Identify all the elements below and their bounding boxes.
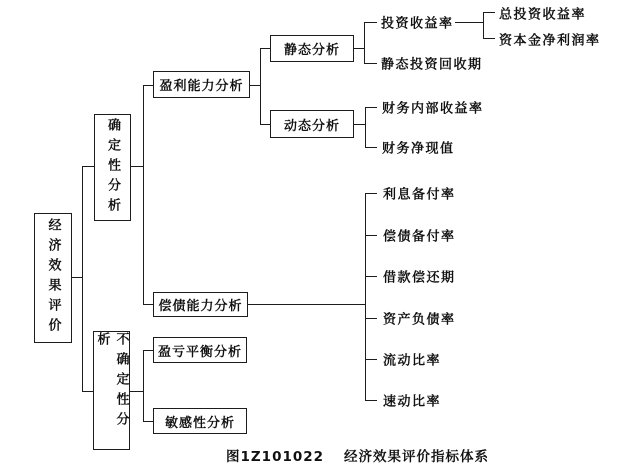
connector-certainty-out: [131, 166, 143, 167]
node-breakeven-analysis: 盈亏平衡分析: [153, 337, 247, 363]
connector-solvency-out: [248, 304, 365, 305]
leaf-financial-npv: 财务净现值: [382, 141, 455, 157]
connector-interest-tick: [365, 193, 377, 194]
connector-quick-ratio-tick: [365, 400, 377, 401]
node-certainty-analysis: 确定性分析: [94, 114, 131, 221]
connector-breakeven-in: [143, 350, 153, 351]
connector-certainty-bracket: [143, 85, 144, 305]
connector-dynamic-in: [260, 124, 270, 125]
node-economic-evaluation: 经济效果评价: [34, 213, 72, 343]
connector-solvency-bracket: [365, 193, 366, 401]
leaf-asset-liability-ratio: 资产负债率: [383, 312, 456, 328]
connector-total-roi-tick: [483, 12, 495, 13]
connector-sensitivity-in: [143, 421, 153, 422]
connector-dynamic-out: [354, 124, 365, 125]
leaf-loan-repayment-period: 借款偿还期: [383, 270, 456, 286]
connector-certainty-in: [82, 166, 95, 167]
leaf-debt-service-coverage-ratio: 偿债备付率: [383, 229, 456, 245]
leaf-total-investment-return-rate: 总投资收益率: [499, 7, 587, 23]
connector-uncertainty-in: [82, 391, 94, 392]
connector-current-ratio-tick: [365, 359, 377, 360]
connector-static-in: [260, 48, 270, 49]
connector-asset-liability-tick: [365, 318, 377, 319]
leaf-interest-coverage-ratio: 利息备付率: [383, 187, 456, 203]
connector-static-bracket: [364, 22, 365, 64]
node-uncertainty-analysis: 不确定性分析: [93, 331, 130, 450]
connector-roi-bracket: [483, 12, 484, 39]
leaf-current-ratio: 流动比率: [383, 353, 442, 369]
leaf-financial-irr: 财务内部收益率: [382, 101, 484, 117]
leaf-capital-net-profit-rate: 资本金净利润率: [499, 33, 601, 49]
connector-capital-profit-tick: [483, 38, 495, 39]
figure-title: 经济效果评价指标体系: [344, 449, 490, 465]
connector-profitability-out: [250, 85, 260, 86]
connector-solvency-in: [143, 304, 153, 305]
connector-uncertainty-out: [130, 391, 143, 392]
connector-debt-service-tick: [365, 235, 377, 236]
node-dynamic-analysis: 动态分析: [270, 110, 354, 138]
connector-profitability-bracket: [260, 48, 261, 125]
leaf-return-on-investment: 投资收益率: [381, 16, 454, 32]
connector-firr-tick: [365, 107, 377, 108]
connector-uncertainty-bracket: [143, 350, 144, 422]
connector-loan-repayment-tick: [365, 276, 377, 277]
node-sensitivity-analysis: 敏感性分析: [153, 408, 247, 434]
connector-payback-tick: [364, 63, 377, 64]
connector-static-out: [354, 48, 364, 49]
node-profitability-analysis: 盈利能力分析: [153, 71, 250, 98]
connector-roi-tick: [364, 22, 377, 23]
node-static-analysis: 静态分析: [270, 35, 354, 62]
connector-fnpv-tick: [365, 147, 377, 148]
figure-caption: [226, 445, 489, 465]
node-solvency-analysis: 偿债能力分析: [153, 292, 248, 317]
connector-root-trunk: [82, 166, 83, 392]
connector-dynamic-bracket: [365, 107, 366, 148]
connector-roi-out: [455, 22, 483, 23]
leaf-quick-ratio: 速动比率: [383, 394, 442, 410]
figure-number: 图1Z101022: [226, 449, 325, 465]
connector-profitability-in: [143, 85, 153, 86]
leaf-static-payback-period: 静态投资回收期: [381, 57, 483, 73]
